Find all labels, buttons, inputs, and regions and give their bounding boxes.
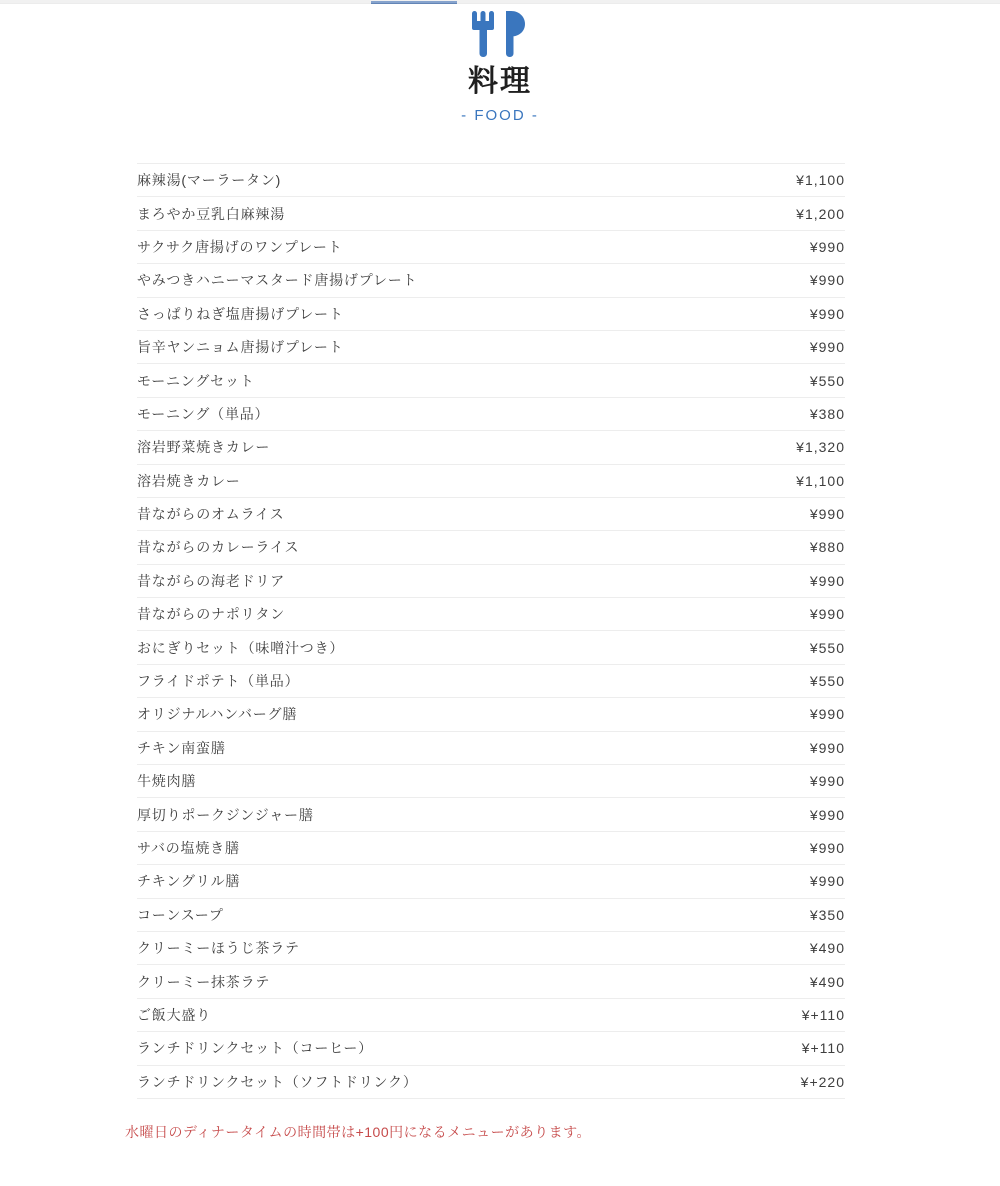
menu-item-name: まろやか豆乳白麻辣湯 (137, 205, 285, 222)
menu-item-row (137, 231, 845, 264)
menu-item-name: 旨辛ヤンニョム唐揚げプレート (137, 339, 344, 356)
page-title: 料理 (468, 65, 532, 98)
menu-item-price: ¥+110 (801, 1006, 845, 1023)
menu-item-price: ¥1,200 (796, 205, 845, 222)
menu-item-row (137, 899, 845, 932)
menu-item-row (137, 832, 845, 865)
menu-item-price: ¥990 (809, 339, 845, 356)
menu-item-name: モーニングセット (137, 372, 255, 389)
menu-item-row (137, 999, 845, 1032)
menu-item-name: おにぎりセット（味噌汁つき） (137, 639, 345, 656)
menu-item-price: ¥880 (809, 539, 845, 556)
menu-item-price: ¥380 (809, 405, 845, 422)
menu-list (137, 163, 845, 1099)
page-header (0, 0, 1000, 124)
menu-item-name: フライドポテト（単品） (137, 673, 300, 690)
menu-item-row (137, 465, 845, 498)
menu-item-row (137, 264, 845, 297)
menu-item-row (137, 631, 845, 664)
menu-item-price: ¥1,100 (796, 172, 845, 189)
menu-item-row (137, 498, 845, 531)
menu-item-name: 溶岩野菜焼きカレー (137, 439, 271, 456)
menu-item-name: クリーミーほうじ茶ラテ (137, 940, 300, 957)
menu-item-name: 溶岩焼きカレー (137, 472, 241, 489)
page-subtitle: - FOOD - (461, 107, 539, 124)
menu-item-price: ¥+220 (800, 1073, 845, 1090)
menu-item-name: やみつきハニーマスタード唐揚げプレート (137, 272, 418, 289)
menu-note: 水曜日のディナータイムの時間帯は+100円になるメニューがあります。 (125, 1124, 592, 1140)
menu-item-row (137, 932, 845, 965)
menu-item-name: 昔ながらのオムライス (137, 506, 285, 523)
menu-item-row (137, 531, 845, 564)
menu-item-price: ¥490 (809, 973, 845, 990)
menu-item-row (137, 398, 845, 431)
menu-item-name: 昔ながらのカレーライス (137, 539, 300, 556)
menu-item-row (137, 698, 845, 731)
menu-item-name: ご飯大盛り (137, 1006, 211, 1023)
menu-item-name: オリジナルハンバーグ膳 (137, 706, 298, 723)
menu-item-row (137, 732, 845, 765)
menu-item-name: ランチドリンクセット（ソフトドリンク） (137, 1073, 418, 1090)
menu-item-name: 麻辣湯(マーラータン) (137, 172, 282, 189)
menu-item-row (137, 331, 845, 364)
menu-item-price: ¥990 (809, 606, 845, 623)
menu-item-row (137, 298, 845, 331)
menu-item-row (137, 598, 845, 631)
menu-item-name: 牛焼肉膳 (137, 773, 197, 790)
menu-item-price: ¥990 (809, 706, 845, 723)
menu-item-price: ¥1,320 (796, 439, 845, 456)
menu-item-name: クリーミー抹茶ラテ (137, 973, 271, 990)
fork-knife-icon (0, 11, 1000, 57)
menu-item-name: サクサク唐揚げのワンプレート (137, 238, 343, 255)
menu-item-name: 昔ながらの海老ドリア (137, 572, 285, 589)
menu-item-row (137, 565, 845, 598)
menu-item-row (137, 1032, 845, 1065)
menu-item-name: サバの塩焼き膳 (137, 840, 240, 856)
menu-item-price: ¥550 (809, 372, 845, 389)
menu-item-price: ¥990 (809, 238, 845, 255)
menu-item-row (137, 164, 845, 197)
menu-item-row (137, 965, 845, 998)
menu-item-name: ランチドリンクセット（コーヒー） (137, 1040, 373, 1057)
menu-item-row (137, 364, 845, 397)
menu-item-row (137, 765, 845, 798)
menu-item-price: ¥1,100 (796, 472, 845, 489)
menu-item-name: 厚切りポークジンジャー膳 (137, 806, 314, 823)
menu-item-name: チキングリル膳 (137, 873, 241, 890)
menu-item-row (137, 431, 845, 464)
menu-item-price: ¥990 (809, 272, 845, 289)
menu-item-price: ¥990 (809, 773, 845, 790)
menu-item-row (137, 197, 845, 230)
menu-item-price: ¥+110 (801, 1040, 845, 1057)
menu-item-row (137, 665, 845, 698)
menu-item-price: ¥990 (809, 739, 845, 756)
menu-item-row (137, 1066, 845, 1099)
menu-item-price: ¥550 (809, 673, 845, 690)
menu-item-price: ¥990 (809, 840, 845, 856)
menu-item-price: ¥990 (809, 506, 845, 523)
menu-item-price: ¥990 (809, 305, 845, 322)
menu-item-price: ¥990 (809, 572, 845, 589)
menu-item-name: コーンスープ (137, 906, 224, 923)
menu-item-name: チキン南蛮膳 (137, 739, 226, 756)
menu-item-name: モーニング（単品） (137, 405, 270, 422)
menu-item-price: ¥990 (809, 873, 845, 890)
menu-item-name: さっぱりねぎ塩唐揚げプレート (137, 305, 344, 322)
menu-item-row (137, 798, 845, 831)
menu-item-price: ¥350 (809, 906, 845, 923)
menu-item-price: ¥490 (809, 940, 845, 957)
menu-item-price: ¥550 (809, 639, 845, 656)
menu-item-price: ¥990 (809, 806, 845, 823)
menu-item-row (137, 865, 845, 898)
menu-item-name: 昔ながらのナポリタン (137, 606, 285, 623)
